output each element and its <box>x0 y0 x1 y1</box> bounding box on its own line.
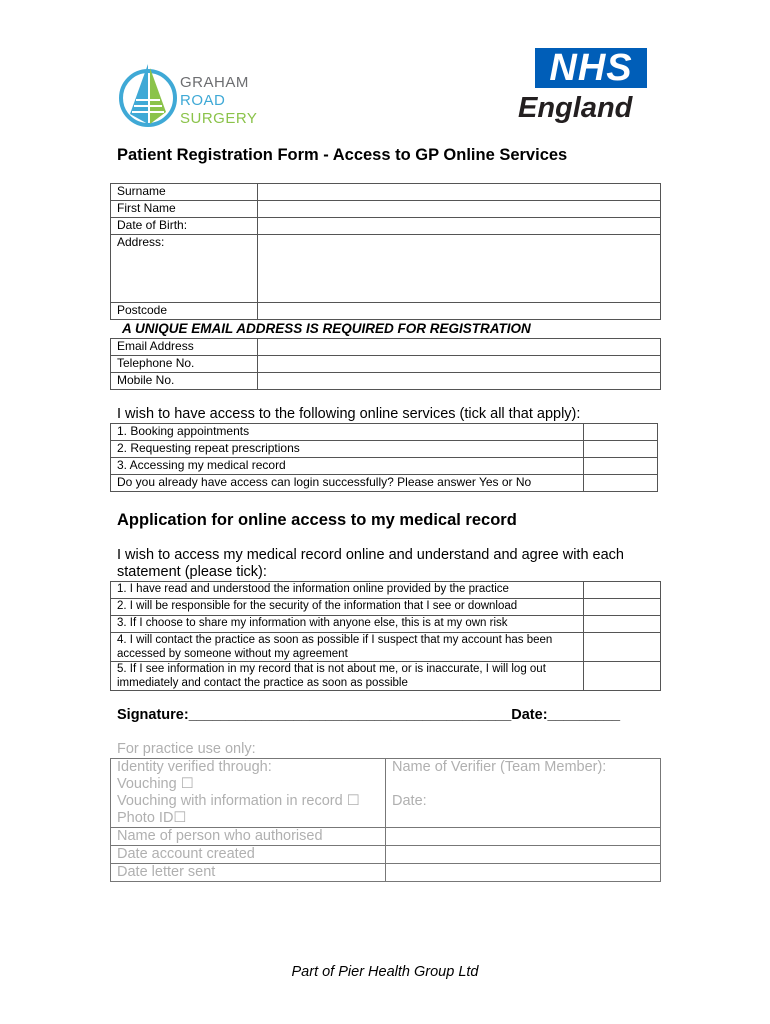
practice-logo <box>118 62 278 130</box>
field-label-dob: Date of Birth: <box>111 218 258 235</box>
dob-input-cell[interactable] <box>258 218 661 235</box>
application-heading: Application for online access to my medical record <box>117 511 517 529</box>
surname-input-cell[interactable] <box>258 184 661 201</box>
photo-id-option[interactable]: Photo ID☐ <box>117 810 187 826</box>
statements-table <box>110 581 661 691</box>
field-label-surname: Surname <box>111 184 258 201</box>
application-intro: I wish to access my medical record online and understand and agree with each statement (please tick): <box>117 547 624 580</box>
signature-date-line[interactable]: Signature:________________________________________Date:_________ <box>117 707 621 723</box>
address-input-cell[interactable] <box>258 235 661 303</box>
field-label-postcode: Postcode <box>111 303 258 320</box>
letter-sent-label: Date letter sent <box>111 864 386 882</box>
personal-details-table <box>110 183 661 320</box>
verifier-date-label: Date: <box>392 793 427 809</box>
footer-text: Part of Pier Health Group Ltd <box>291 964 479 980</box>
verifier-label: Name of Verifier (Team Member): <box>392 759 607 775</box>
authoriser-label: Name of person who authorised <box>111 828 386 846</box>
logo-line-surgery: SURGERY <box>180 110 258 127</box>
statement-2-tick[interactable] <box>584 599 661 616</box>
existing-access-answer[interactable] <box>584 475 658 492</box>
field-label-mobile: Mobile No. <box>111 373 258 390</box>
field-label-email: Email Address <box>111 339 258 356</box>
vouching-record-option[interactable]: Vouching with information in record ☐ <box>117 793 360 809</box>
services-intro: I wish to have access to the following online services (tick all that apply): <box>117 406 581 422</box>
letter-sent-input-cell[interactable] <box>386 864 661 882</box>
service-prescriptions-tick[interactable] <box>584 441 658 458</box>
service-booking-tick[interactable] <box>584 424 658 441</box>
statement-4: 4. I will contact the practice as soon as possible if I suspect that my account has been accessed by someone without my agreement <box>111 633 584 662</box>
account-created-label: Date account created <box>111 846 386 864</box>
field-label-telephone: Telephone No. <box>111 356 258 373</box>
telephone-input-cell[interactable] <box>258 356 661 373</box>
statement-1-tick[interactable] <box>584 582 661 599</box>
account-created-input-cell[interactable] <box>386 846 661 864</box>
statement-3: 3. If I choose to share my information with anyone else, this is at my own risk <box>111 616 584 633</box>
service-prescriptions: 2. Requesting repeat prescriptions <box>111 441 584 458</box>
practice-use-table <box>110 758 661 882</box>
first-name-input-cell[interactable] <box>258 201 661 218</box>
contact-details-table <box>110 338 661 390</box>
service-booking: 1. Booking appointments <box>111 424 584 441</box>
practice-use-heading: For practice use only: <box>117 741 256 757</box>
statement-3-tick[interactable] <box>584 616 661 633</box>
postcode-input-cell[interactable] <box>258 303 661 320</box>
service-medical-record: 3. Accessing my medical record <box>111 458 584 475</box>
nhs-logo: NHS <box>535 48 647 88</box>
field-label-address: Address: <box>111 235 258 303</box>
vouching-option[interactable]: Vouching ☐ <box>117 776 194 792</box>
verifier-cell[interactable] <box>386 759 661 828</box>
service-medical-record-tick[interactable] <box>584 458 658 475</box>
statement-2: 2. I will be responsible for the security of the information that I see or download <box>111 599 584 616</box>
statement-5: 5. If I see information in my record that is not about me, or is inaccurate, I will log out immediately and contact the practice as soon as possible <box>111 662 584 691</box>
existing-access-question: Do you already have access can login successfully? Please answer Yes or No <box>111 475 584 492</box>
email-input-cell[interactable] <box>258 339 661 356</box>
statement-5-tick[interactable] <box>584 662 661 691</box>
logo-line-road: ROAD <box>180 92 226 109</box>
authoriser-input-cell[interactable] <box>386 828 661 846</box>
field-label-first-name: First Name <box>111 201 258 218</box>
statement-4-tick[interactable] <box>584 633 661 662</box>
email-required-banner: A UNIQUE EMAIL ADDRESS IS REQUIRED FOR REGISTRATION <box>122 321 531 336</box>
logo-line-graham: GRAHAM <box>180 74 249 91</box>
nhs-region-label: England <box>518 92 633 124</box>
statement-1: 1. I have read and understood the information online provided by the practice <box>111 582 584 599</box>
form-title: Patient Registration Form - Access to GP Online Services <box>117 146 568 164</box>
mobile-input-cell[interactable] <box>258 373 661 390</box>
sail-icon <box>118 62 178 130</box>
identity-verification-cell <box>111 759 386 828</box>
services-table <box>110 423 658 492</box>
identity-label: Identity verified through: <box>117 759 272 775</box>
